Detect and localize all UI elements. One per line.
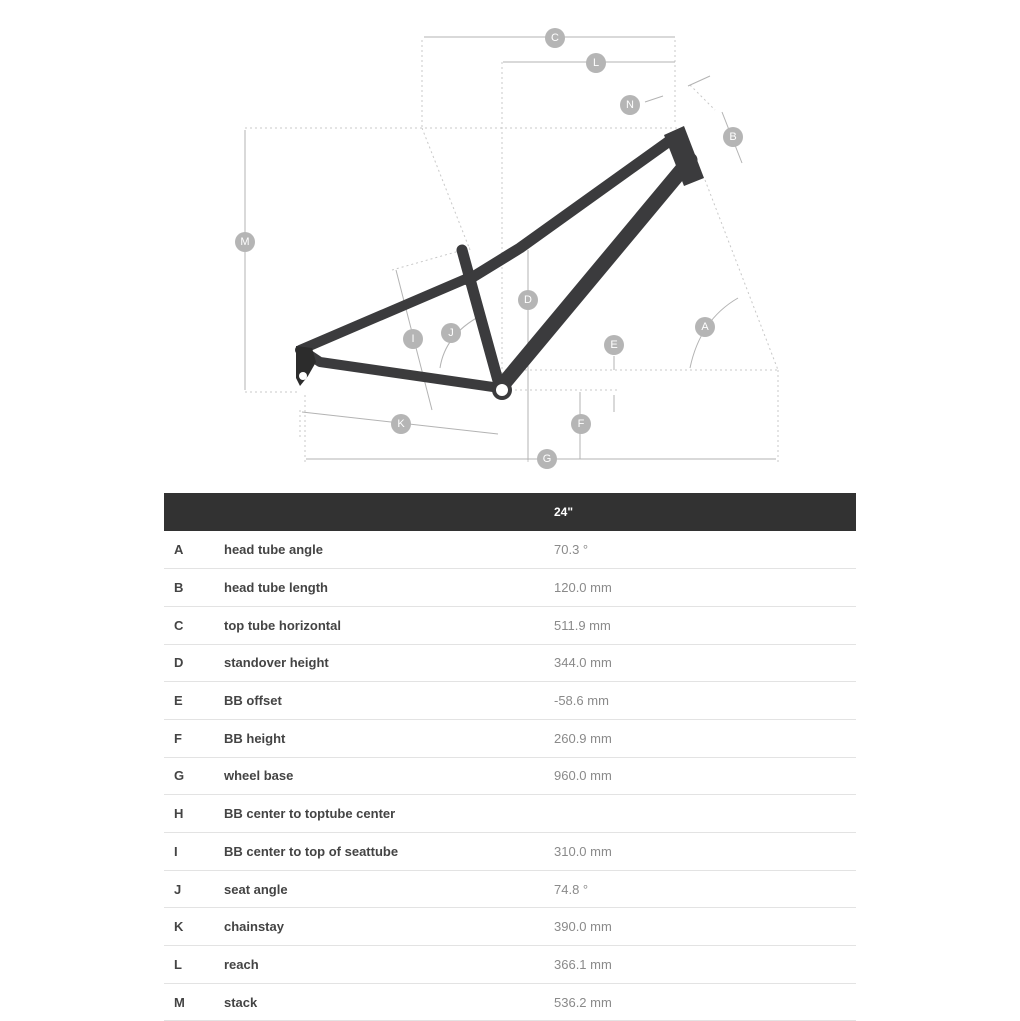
row-value: 536.2 mm: [554, 994, 612, 1010]
table-row: [164, 531, 856, 569]
row-name: wheel base: [224, 768, 294, 784]
table-row: [164, 606, 856, 644]
table-row: [164, 682, 856, 720]
label-n: [620, 95, 640, 115]
row-value: 74.8 °: [554, 881, 589, 897]
label-d: [518, 290, 538, 310]
svg-text:K: K: [397, 418, 405, 430]
geometry-table: [164, 493, 856, 1021]
svg-text:G: G: [542, 453, 552, 465]
row-key: J: [174, 881, 182, 897]
svg-text:D: D: [524, 294, 532, 306]
row-name: standover height: [224, 655, 329, 671]
row-key: C: [174, 617, 184, 633]
row-name: seat angle: [224, 881, 288, 897]
row-key: E: [174, 693, 183, 709]
svg-text:E: E: [610, 339, 618, 351]
row-key: M: [174, 994, 185, 1010]
table-row: [164, 833, 856, 871]
row-name: head tube length: [224, 580, 328, 596]
row-value: 310.0 mm: [554, 843, 612, 859]
label-a: [695, 317, 715, 337]
row-name: top tube horizontal: [224, 617, 341, 633]
label-j: [441, 323, 461, 343]
row-value: 70.3 °: [554, 542, 589, 558]
row-key: A: [174, 542, 184, 558]
svg-text:J: J: [448, 327, 454, 339]
label-b: [723, 127, 743, 147]
table-row: [164, 644, 856, 682]
row-name: BB center to toptube center: [224, 806, 396, 822]
table-row: [164, 946, 856, 984]
row-value: 120.0 mm: [554, 580, 612, 596]
row-value: 260.9 mm: [554, 730, 612, 746]
label-k: [391, 414, 411, 434]
row-value: 511.9 mm: [554, 617, 611, 633]
size-column-header: 24": [554, 505, 574, 519]
row-name: chainstay: [224, 919, 284, 935]
table-row: [164, 983, 856, 1021]
row-key: L: [174, 956, 182, 972]
table-row: [164, 719, 856, 757]
label-g: [537, 449, 557, 469]
row-key: H: [174, 806, 184, 822]
row-value: 344.0 mm: [554, 655, 612, 671]
svg-text:B: B: [729, 131, 737, 143]
geometry-table-body: [164, 531, 856, 1021]
row-name: stack: [224, 994, 258, 1010]
table-row: [164, 870, 856, 908]
bike-frame: [296, 126, 704, 400]
table-header-row: [164, 493, 856, 531]
table-row: [164, 908, 856, 946]
row-key: K: [174, 919, 184, 935]
row-key: D: [174, 655, 184, 671]
label-e: [604, 335, 624, 355]
row-key: G: [174, 768, 185, 784]
svg-text:N: N: [626, 99, 634, 111]
dimension-labels: [235, 28, 743, 469]
table-row: [164, 569, 856, 607]
label-f: [571, 414, 591, 434]
table-row: [164, 757, 856, 795]
row-name: BB center to top of seattube: [224, 843, 399, 859]
frame-geometry-diagram: [0, 0, 1020, 480]
row-name: reach: [224, 956, 259, 972]
row-value: 390.0 mm: [554, 919, 612, 935]
label-l: [586, 53, 606, 73]
svg-text:F: F: [577, 418, 585, 430]
row-key: B: [174, 580, 184, 596]
label-c: [545, 28, 565, 48]
svg-text:A: A: [701, 321, 709, 333]
row-value: [554, 795, 856, 833]
row-name: BB offset: [224, 693, 282, 709]
table-row: [164, 795, 856, 833]
row-key: F: [174, 730, 182, 746]
row-name: BB height: [224, 730, 286, 746]
row-key: I: [174, 843, 178, 859]
row-value: -58.6 mm: [554, 693, 609, 709]
svg-text:C: C: [551, 32, 559, 44]
svg-text:L: L: [592, 57, 600, 69]
label-i: [403, 329, 423, 349]
svg-text:M: M: [240, 236, 250, 248]
row-name: head tube angle: [224, 542, 323, 558]
label-m: [235, 232, 255, 252]
row-value: 366.1 mm: [554, 956, 612, 972]
svg-text:I: I: [411, 333, 415, 345]
row-value: 960.0 mm: [554, 768, 612, 784]
